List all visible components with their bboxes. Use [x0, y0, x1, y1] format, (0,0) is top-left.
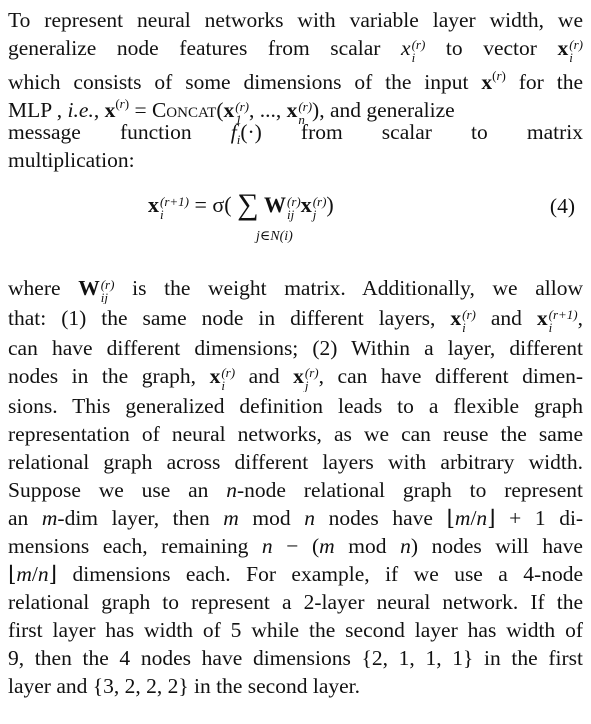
- text-line-6: multiplication:: [8, 148, 135, 172]
- text-line-18: relational graph to represent a 2-layer neural network. If the: [8, 590, 583, 614]
- text-line-8: that: (1) the same node in different layers, x (r) i and x (r+1) i ,: [8, 306, 583, 334]
- text-line-9: can have different dimensions; (2) Within a layer, different: [8, 336, 583, 360]
- text-line-12: representation of neural networks, as we can reuse the same: [8, 422, 583, 446]
- text-line-15: an m-dim layer, then m mod n nodes have ⌊m/n⌋ + 1 di-: [8, 506, 583, 530]
- text-line-3: which consists of some dimensions of the input $x^{(r)}$ for the: [8, 68, 583, 94]
- text-line-5: message function $f_i(\cdot)$ from scalar to matrix: [8, 120, 583, 147]
- text-line-16: mensions each, remaining n − (m mod n) nodes will have: [8, 534, 583, 558]
- text-line-19: first layer has width of 5 while the second layer has width of: [8, 618, 583, 642]
- text-line-21: layer and {3, 2, 2, 2} in the second layer.: [8, 674, 360, 698]
- text-line-13: relational graph across different layers with arbitrary width.: [8, 450, 583, 474]
- text-line-4: MLP , i.e., $x^{(r)}$ = Concat(x (r) 1 , ..., x (r) n ), and generalize: [8, 96, 455, 126]
- text-line-1: To represent neural networks with variable layer width, we: [8, 8, 583, 32]
- text-line-20: 9, then the 4 nodes have dimensions {2, 1, 1, 1} in the first: [8, 646, 583, 670]
- equation-number: (4): [549, 194, 575, 218]
- text-line-2: generalize node features from scalar x (r) i to vector x (r) i: [8, 36, 583, 64]
- equation-4: x (r+1) i = σ( ∑ W (r) ij x (r) j ) j∈N(i) (4): [148, 188, 575, 244]
- text-line-17: ⌊m/n⌋ dimensions each. For example, if we use a 4-node: [8, 562, 583, 586]
- text-line-11: sions. This generalized definition leads to a flexible graph: [8, 394, 583, 418]
- text-line-7: where W (r) ij is the weight matrix. Additionally, we allow: [8, 276, 583, 304]
- text-line-10: nodes in the graph, x (r) i and x (r) j , can have different dimen-: [8, 364, 583, 392]
- text-line-14: Suppose we use an n-node relational graph to represent: [8, 478, 583, 502]
